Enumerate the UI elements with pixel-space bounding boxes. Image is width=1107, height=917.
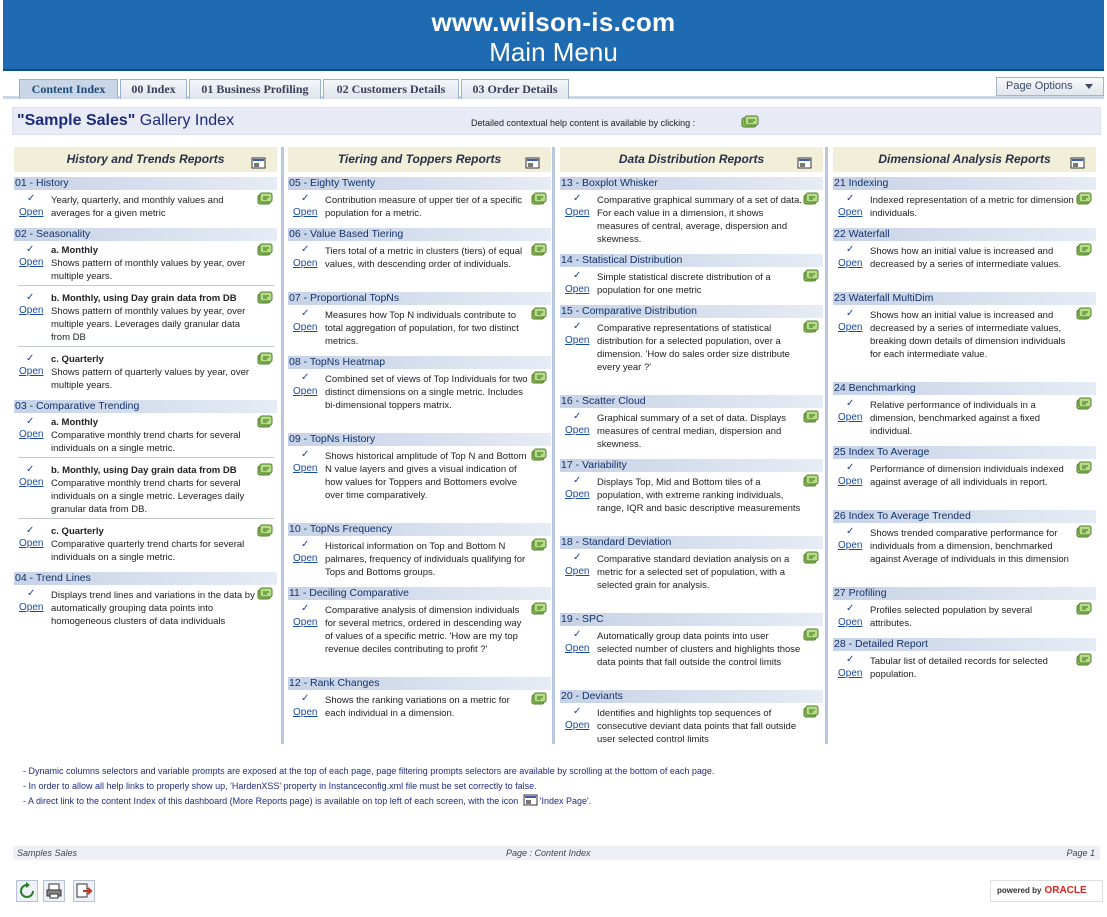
- report-description: Contribution measure of upper tier of a specific population for a metric.: [325, 195, 522, 219]
- note-3: [23, 794, 714, 808]
- check-icon: ✓: [573, 193, 582, 204]
- check-icon: ✓: [301, 603, 310, 614]
- open-link[interactable]: Open: [293, 707, 318, 718]
- gallery-header: [12, 107, 1101, 135]
- section-title[interactable]: 10 - TopNs Frequency: [288, 523, 551, 536]
- section-title[interactable]: 27 Profiling: [833, 587, 1096, 600]
- report-description: Comparative graphical summary of a set of data. For each value in a dimension, it shows measures of central, average, dispersion and skewness.: [597, 195, 802, 245]
- report-variant-label: b. Monthly, using Day grain data from DB: [51, 465, 237, 476]
- site-title: www.wilson-is.com: [431, 7, 676, 37]
- section-title[interactable]: 07 - Proportional TopNs: [288, 292, 551, 305]
- note-1: - Dynamic columns selectors and variable prompts are exposed at the top of each page, page filtering prompts selectors are available by scrolling at the bottom of each page.: [23, 766, 715, 776]
- open-link[interactable]: Open: [838, 412, 863, 423]
- help-icon[interactable]: [803, 551, 818, 564]
- check-icon: ✓: [846, 526, 855, 537]
- report-description: Shows how an initial value is increased and decreased by a series of intermediate values, breaking down details of dimension individuals for each intermediate value.: [870, 310, 1066, 360]
- index-page-icon[interactable]: [1070, 153, 1085, 177]
- help-icon[interactable]: [531, 192, 546, 205]
- dashboard-tabs: [3, 76, 1104, 99]
- report-description: Comparative quarterly trend charts for several individuals on a single metric.: [51, 539, 245, 563]
- column-heading: [560, 147, 823, 172]
- open-link[interactable]: Open: [293, 258, 318, 269]
- report-description: Tiers total of a metric in clusters (tiers) of equal values, with descending order of individuals.: [325, 246, 523, 270]
- report-variant-label: c. Quarterly: [51, 354, 104, 365]
- page-options-label: Page Options: [1006, 80, 1073, 92]
- open-link[interactable]: Open: [19, 305, 44, 316]
- report-description: Comparative representations of statistical distribution for a selected population, over a dimension. 'How do sales order size distribute every year ?': [597, 323, 790, 373]
- check-icon: ✓: [846, 244, 855, 255]
- tab-00-index[interactable]: 00 Index: [120, 79, 187, 99]
- check-icon: ✓: [573, 552, 582, 563]
- check-icon: ✓: [573, 270, 582, 281]
- check-icon: ✓: [573, 475, 582, 486]
- report-description: Shows historical amplitude of Top N and Bottom N value layers and gives a visual indication of how values for Toppers and Bottomers evolve over time comparatively.: [325, 451, 527, 501]
- section-title[interactable]: 15 - Comparative Distribution: [560, 305, 823, 318]
- report-description: Measures how Top N individuals contribute to total aggregation of population, for two distinct metrics.: [325, 310, 519, 347]
- export-icon[interactable]: [73, 880, 95, 902]
- open-link[interactable]: Open: [565, 425, 590, 436]
- report-description: Comparative monthly trend charts for several individuals on a single metric.: [51, 430, 241, 454]
- help-icon[interactable]: [531, 448, 546, 461]
- open-link[interactable]: Open: [293, 322, 318, 333]
- help-icon[interactable]: [803, 320, 818, 333]
- check-icon: ✓: [26, 244, 35, 255]
- check-icon: ✓: [846, 462, 855, 473]
- report-description: Shows how an initial value is increased and decreased by a series of intermediate values.: [870, 246, 1062, 270]
- index-page-icon: [523, 794, 538, 806]
- divider: [18, 346, 274, 347]
- help-icon[interactable]: [257, 291, 272, 304]
- help-icon[interactable]: [1076, 243, 1091, 256]
- check-icon: ✓: [26, 464, 35, 475]
- chevron-down-icon: [1085, 84, 1093, 89]
- section-title[interactable]: 01 - History: [14, 177, 277, 190]
- help-icon[interactable]: [803, 192, 818, 205]
- open-link[interactable]: Open: [565, 720, 590, 731]
- note-3-suffix: 'Index Page'.: [539, 796, 592, 806]
- open-link[interactable]: Open: [293, 617, 318, 628]
- section-title[interactable]: 06 - Value Based Tiering: [288, 228, 551, 241]
- open-link[interactable]: Open: [565, 207, 590, 218]
- column-title: Data Distribution Reports: [618, 152, 765, 166]
- report-description: Relative performance of individuals in a dimension, benchmarked against a fixed individual.: [870, 400, 1041, 437]
- open-link[interactable]: Open: [19, 207, 44, 218]
- footer-left: Samples Sales: [17, 848, 78, 858]
- divider: [18, 518, 274, 519]
- open-link[interactable]: Open: [838, 258, 863, 269]
- check-icon: ✓: [26, 292, 35, 303]
- section-title[interactable]: 19 - SPC: [560, 613, 823, 626]
- report-description: Displays trend lines and variations in the data by automatically grouping data points into homogeneous clusters of data individuals: [51, 590, 255, 627]
- help-icon[interactable]: [257, 415, 272, 428]
- open-link[interactable]: Open: [19, 366, 44, 377]
- help-icon[interactable]: [803, 705, 818, 718]
- column-divider: [825, 147, 828, 744]
- section-title[interactable]: 26 Index To Average Trended: [833, 510, 1096, 523]
- open-link[interactable]: Open: [565, 643, 590, 654]
- divider: [18, 285, 274, 286]
- section-title[interactable]: 25 Index To Average: [833, 446, 1096, 459]
- check-icon: ✓: [573, 411, 582, 422]
- report-description: Identifies and highlights top sequences of consecutive deviant data points that fall outside user selected control limits: [597, 708, 797, 745]
- help-icon[interactable]: [1076, 307, 1091, 320]
- report-description: Comparative standard deviation analysis on a metric for a selected set of population, with a selected grain for analysis.: [597, 554, 790, 591]
- help-icon[interactable]: [1076, 461, 1091, 474]
- open-link[interactable]: Open: [838, 207, 863, 218]
- help-icon[interactable]: [257, 463, 272, 476]
- open-link[interactable]: Open: [838, 540, 863, 551]
- page-title: Main Menu: [489, 37, 618, 67]
- footer-right: Page 1: [1066, 848, 1095, 858]
- check-icon: ✓: [846, 603, 855, 614]
- report-variant-label: a. Monthly: [51, 417, 98, 428]
- index-page-icon[interactable]: [797, 153, 812, 177]
- help-icon[interactable]: [257, 587, 272, 600]
- check-icon: ✓: [301, 449, 310, 460]
- help-icon[interactable]: [1076, 192, 1091, 205]
- section-title[interactable]: 08 - TopNs Heatmap: [288, 356, 551, 369]
- report-column: [560, 147, 823, 743]
- section-title[interactable]: 18 - Standard Deviation: [560, 536, 823, 549]
- help-icon[interactable]: [257, 192, 272, 205]
- section-title[interactable]: 13 - Boxplot Whisker: [560, 177, 823, 190]
- check-icon: ✓: [301, 693, 310, 704]
- section-title[interactable]: 21 Indexing: [833, 177, 1096, 190]
- section-title[interactable]: 04 - Trend Lines: [14, 572, 277, 585]
- report-description: Shows the ranking variations on a metric for each individual in a dimension.: [325, 695, 510, 719]
- open-link[interactable]: Open: [293, 386, 318, 397]
- help-icon[interactable]: [741, 115, 759, 128]
- tab-02-customers-details[interactable]: 02 Customers Details: [323, 79, 459, 99]
- tab-01-business-profiling[interactable]: 01 Business Profiling: [189, 79, 321, 99]
- header-banner: [3, 0, 1104, 71]
- check-icon: ✓: [301, 308, 310, 319]
- report-variant-label: c. Quarterly: [51, 526, 104, 537]
- page-options-button[interactable]: [996, 77, 1104, 96]
- help-icon[interactable]: [531, 692, 546, 705]
- open-link[interactable]: Open: [565, 284, 590, 295]
- column-title: History and Trends Reports: [66, 152, 225, 166]
- report-description: Automatically group data points into user selected number of clusters and highlights those data points that fall outside the control limits: [597, 631, 801, 668]
- open-link[interactable]: Open: [838, 668, 863, 679]
- report-description: Tabular list of detailed records for selected population.: [870, 656, 1048, 680]
- check-icon: ✓: [573, 321, 582, 332]
- check-icon: ✓: [27, 193, 36, 204]
- open-link[interactable]: Open: [19, 477, 44, 488]
- help-notes: [23, 764, 714, 809]
- refresh-icon[interactable]: [16, 880, 38, 902]
- report-description: Shows pattern of monthly values by year, over multiple years.: [51, 258, 246, 282]
- section-title[interactable]: 14 - Statistical Distribution: [560, 254, 823, 267]
- report-variant-label: b. Monthly, using Day grain data from DB: [51, 293, 237, 304]
- open-link[interactable]: Open: [838, 476, 863, 487]
- check-icon: ✓: [573, 629, 582, 640]
- open-link[interactable]: Open: [565, 566, 590, 577]
- powered-by-oracle-logo: [990, 880, 1103, 902]
- report-description: Performance of dimension individuals indexed against average of all individuals in report.: [870, 464, 1064, 488]
- help-icon[interactable]: [803, 628, 818, 641]
- help-icon[interactable]: [803, 474, 818, 487]
- report-description: Graphical summary of a set of data. Displays measures of central median, dispersion and skewness.: [597, 413, 787, 450]
- section-title[interactable]: 05 - Eighty Twenty: [288, 177, 551, 190]
- footer-center: Page : Content Index: [506, 848, 591, 858]
- open-link[interactable]: Open: [565, 335, 590, 346]
- report-column: [14, 147, 277, 743]
- section-title[interactable]: 12 - Rank Changes: [288, 677, 551, 690]
- report-description: Indexed representation of a metric for dimension individuals.: [870, 195, 1074, 219]
- check-icon: ✓: [26, 525, 35, 536]
- report-description: Profiles selected population by several attributes.: [870, 605, 1033, 629]
- check-icon: ✓: [573, 706, 582, 717]
- help-icon[interactable]: [531, 243, 546, 256]
- open-link[interactable]: Open: [19, 429, 44, 440]
- check-icon: ✓: [26, 353, 35, 364]
- section-title[interactable]: 22 Waterfall: [833, 228, 1096, 241]
- section-title[interactable]: 16 - Scatter Cloud: [560, 395, 823, 408]
- report-description: Yearly, quarterly, and monthly values and averages for a given metric: [51, 195, 224, 219]
- help-icon[interactable]: [257, 243, 272, 256]
- report-variant-label: a. Monthly: [51, 245, 98, 256]
- help-icon[interactable]: [531, 307, 546, 320]
- note-2: - In order to allow all help links to properly show up, 'HardenXSS' property in Instanceconfig.xml file must be set correctly to false.: [23, 781, 537, 791]
- gallery-title: [17, 112, 234, 130]
- open-link[interactable]: Open: [838, 617, 863, 628]
- section-title[interactable]: 02 - Seasonality: [14, 228, 277, 241]
- section-title[interactable]: 28 - Detailed Report: [833, 638, 1096, 651]
- open-link[interactable]: Open: [19, 602, 44, 613]
- help-icon[interactable]: [803, 410, 818, 423]
- help-icon[interactable]: [531, 538, 546, 551]
- help-icon[interactable]: [1076, 525, 1091, 538]
- powered-by-text: powered by: [997, 886, 1042, 895]
- help-hint: Detailed contextual help content is available by clicking :: [471, 118, 696, 128]
- index-page-icon[interactable]: [251, 153, 266, 177]
- divider: [18, 457, 274, 458]
- open-link[interactable]: Open: [838, 322, 863, 333]
- help-icon[interactable]: [257, 352, 272, 365]
- open-link[interactable]: Open: [293, 207, 318, 218]
- help-icon[interactable]: [1076, 602, 1091, 615]
- check-icon: ✓: [301, 193, 310, 204]
- report-description: Simple statistical discrete distribution of a population for one metric: [597, 272, 771, 296]
- check-icon: ✓: [846, 193, 855, 204]
- open-link[interactable]: Open: [293, 463, 318, 474]
- oracle-wordmark: ORACLE: [1044, 885, 1087, 896]
- column-heading: [833, 147, 1096, 172]
- section-title[interactable]: 09 - TopNs History: [288, 433, 551, 446]
- check-icon: ✓: [846, 654, 855, 665]
- help-icon[interactable]: [531, 371, 546, 384]
- report-description: Historical information on Top and Bottom N palmares, frequency of individuals qualifying for Tops and Bottoms groups.: [325, 541, 526, 578]
- check-icon: ✓: [846, 398, 855, 409]
- check-icon: ✓: [301, 244, 310, 255]
- report-description: Shows pattern of quarterly values by year, over multiple years.: [51, 367, 250, 391]
- help-icon[interactable]: [531, 602, 546, 615]
- report-column: [833, 147, 1096, 743]
- check-icon: ✓: [846, 308, 855, 319]
- column-heading: [288, 147, 551, 172]
- section-title[interactable]: 11 - Deciling Comparative: [288, 587, 551, 600]
- report-description: Shows trended comparative performance for individuals from a dimension, benchmarked against Average of individuals in this dimension: [870, 528, 1069, 565]
- report-description: Comparative monthly trend charts for several individuals on a single metric. Leverages daily granular data from DB.: [51, 478, 245, 515]
- column-title: Dimensional Analysis Reports: [878, 152, 1051, 166]
- report-description: Displays Top, Mid and Bottom tiles of a population, with extreme ranking individuals, range, IQR and basic descriptive measurements: [597, 477, 801, 514]
- open-link[interactable]: Open: [19, 538, 44, 549]
- section-title[interactable]: 03 - Comparative Trending: [14, 400, 277, 413]
- report-column: [288, 147, 551, 743]
- open-link[interactable]: Open: [565, 489, 590, 500]
- column-divider: [281, 147, 284, 744]
- tab-content-index[interactable]: Content Index: [19, 79, 118, 99]
- help-icon[interactable]: [1076, 397, 1091, 410]
- section-title[interactable]: 23 Waterfall MultiDim: [833, 292, 1096, 305]
- check-icon: ✓: [27, 588, 36, 599]
- check-icon: ✓: [301, 372, 310, 383]
- check-icon: ✓: [301, 539, 310, 550]
- gallery-suffix: Gallery Index: [139, 112, 235, 129]
- column-divider: [552, 147, 555, 744]
- report-description: Combined set of views of Top Individuals for two distinct dimensions on a single metric. Includes bi-dimensional toppers matrix.: [325, 374, 528, 411]
- column-heading: [14, 147, 277, 172]
- tab-03-order-details[interactable]: 03 Order Details: [461, 79, 569, 99]
- index-page-icon[interactable]: [525, 153, 540, 177]
- report-description: Shows pattern of monthly values by year, over multiple years. Leverages daily granular data from DB: [51, 306, 246, 343]
- help-icon[interactable]: [257, 524, 272, 537]
- report-description: Comparative analysis of dimension individuals for several metrics, ordered in descending way of values of a specific metric. 'How are my top revenue deciles contributing to profit ?': [325, 605, 522, 655]
- section-title[interactable]: 24 Benchmarking: [833, 382, 1096, 395]
- page-footer: [13, 846, 1100, 860]
- print-icon[interactable]: [43, 880, 65, 902]
- help-icon[interactable]: [1076, 653, 1091, 666]
- check-icon: ✓: [26, 416, 35, 427]
- note-3-text: - A direct link to the content Index of this dashboard (More Reports page) is available on top left of each screen, with the icon: [23, 796, 519, 806]
- column-title: Tiering and Toppers Reports: [337, 152, 502, 166]
- section-title[interactable]: 17 - Variability: [560, 459, 823, 472]
- gallery-name: "Sample Sales": [17, 112, 136, 129]
- open-link[interactable]: Open: [19, 257, 44, 268]
- open-link[interactable]: Open: [293, 553, 318, 564]
- section-title[interactable]: 20 - Deviants: [560, 690, 823, 703]
- help-icon[interactable]: [803, 269, 818, 282]
